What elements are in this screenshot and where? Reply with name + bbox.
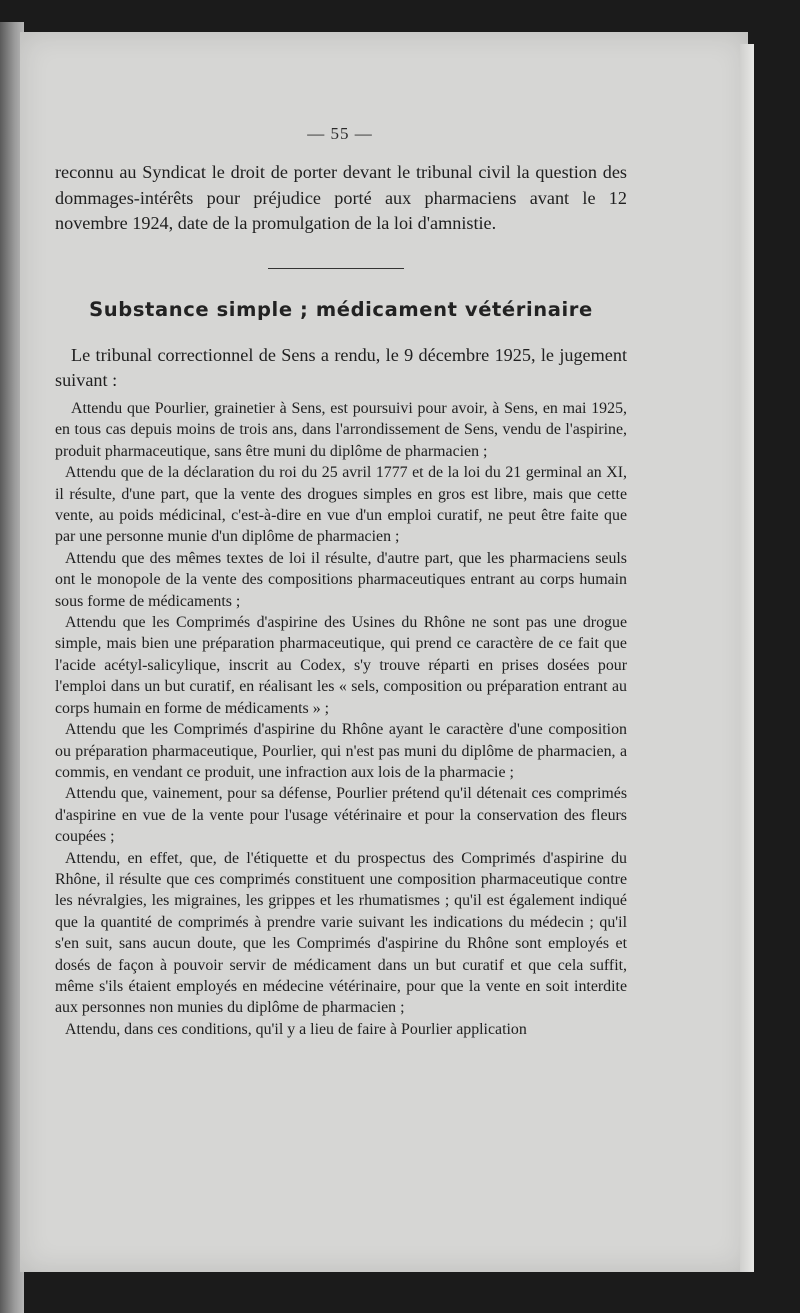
- judgment-paragraph: Attendu que des mêmes textes de loi il résulte, d'autre part, que les pharmaciens seuls ont le monopole de la vente des compositions pharmaceutiques entrant au corps humain sous forme de médicaments ;: [55, 549, 627, 610]
- judgment-paragraph: Attendu que Pourlier, grainetier à Sens, est poursuivi pour avoir, à Sens, en mai 1925, en tous cas depuis moins de trois ans, dans l'arrondissement de Sens, vendu de l'aspirine, produit pharmaceutique, sans être muni du diplôme de pharmacien ;: [55, 400, 627, 460]
- page-number: — 55 —: [307, 124, 373, 143]
- judgment-paragraph: Attendu que les Comprimés d'aspirine du Rhône ayant le caractère d'une composition ou préparation pharmaceutique, Pourlier, qui n'est pas muni du diplôme de pharmacien, a commis, en vendant ce produit, une infraction aux lois de la pharmacie ;: [55, 721, 627, 781]
- page-edge-shadow: [740, 44, 754, 1272]
- judgment-paragraph: Attendu, dans ces conditions, qu'il y a lieu de faire à Pourlier application: [65, 1020, 527, 1038]
- judgment-paragraph: Attendu que de la déclaration du roi du 25 avril 1777 et de la loi du 21 germinal an XI, il résulte, d'une part, que la vente des drogues simples en gros est libre, mais que cette vente, au poids médicinal, c'est-à-dire en vue d'un emploi curatif, ne peut être faite que par une personne munie d'un diplôme de pharmacien ;: [55, 464, 627, 546]
- section-title: Substance simple ; médicament vétérinaire: [89, 298, 593, 321]
- judgment-paragraph: Attendu que les Comprimés d'aspirine des Usines du Rhône ne sont pas une drogue simple, mais bien une préparation pharmaceutique, qui prend ce caractère de ce fait que l'acide acétyl-salicylique, inscrit au Codex, s'y trouve réparti en prises dosées pour l'emploi dans un but curatif, en réalisant les « sels, composition ou préparation entrant au corps humain en forme de médicaments » ;: [55, 614, 627, 717]
- intro-paragraph: reconnu au Syndicat le droit de porter devant le tribunal civil la question des dommages-intérêts pour préjudice porté aux pharmaciens avant le 12 novembre 1924, date de la promulgation de la loi d'amnistie.: [55, 162, 627, 233]
- judgment-paragraph: Attendu, en effet, que, de l'étiquette et du prospectus des Comprimés d'aspirine du Rhône, il résulte que ces comprimés constituent une composition pharmaceutique contre les névralgies, les migraines, les grippes et les rhumatismes ; qu'il est également indiqué que la quantité de comprimés à prendre varie suivant les indications du médecin ; qu'il s'en suit, sans aucun doute, que les Comprimés d'aspirine du Rhône sont employés et dosés de façon à pouvoir servir de médicament dans un but curatif et que cela suffit, même s'ils étaient employés en médecine vétérinaire, pour que la vente en soit interdite aux personnes non munies du diplôme de pharmacien ;: [55, 849, 627, 1017]
- section-divider: [268, 268, 404, 269]
- judgment-paragraph: Attendu que, vainement, pour sa défense, Pourlier prétend qu'il détenait ces comprimés d'aspirine en vue de la vente pour l'usage vétérinaire et pour la conservation des fleurs coupées ;: [55, 785, 627, 846]
- section-lead: Le tribunal correctionnel de Sens a rendu, le 9 décembre 1925, le jugement suivant :: [55, 345, 627, 390]
- judgment-text: [55, 398, 627, 1040]
